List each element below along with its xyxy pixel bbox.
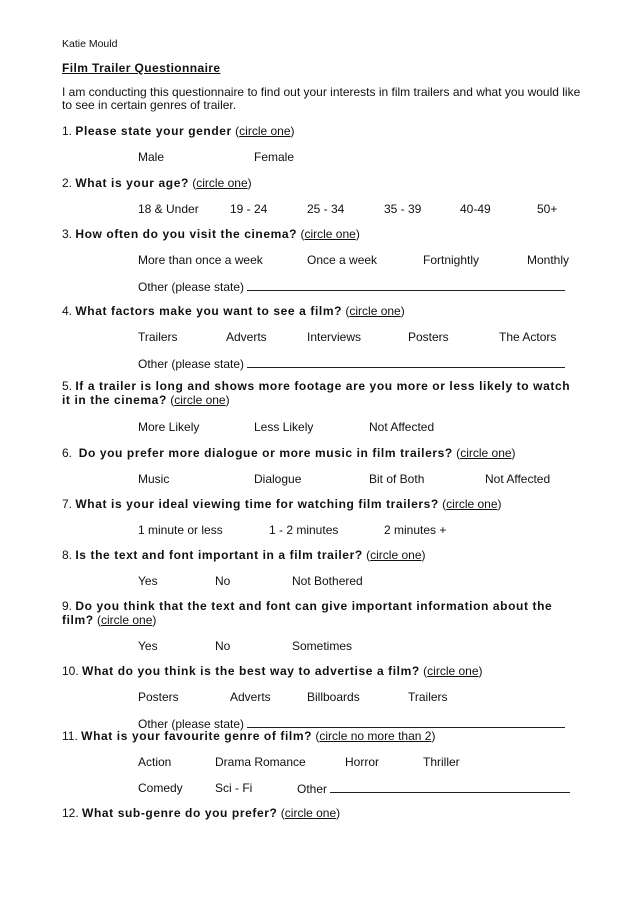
q6-option-2[interactable]: Dialogue: [254, 472, 302, 486]
q10-option-4[interactable]: Trailers: [408, 690, 448, 704]
q5-option-2[interactable]: Less Likely: [254, 420, 314, 434]
question-12: 12. What sub-genre do you prefer? (circle one): [62, 806, 341, 820]
q10-option-3[interactable]: Billboards: [307, 690, 360, 704]
q7-option-3[interactable]: 2 minutes +: [384, 523, 447, 537]
q2-option-4[interactable]: 35 - 39: [384, 202, 422, 216]
q4-option-5[interactable]: The Actors: [499, 330, 557, 344]
q11-option-5[interactable]: Comedy: [138, 781, 183, 795]
q11-option-2[interactable]: Drama Romance: [215, 755, 306, 769]
q11-option-4[interactable]: Thriller: [423, 755, 460, 769]
q4-other-field[interactable]: Other (please state): [138, 356, 565, 371]
q10-option-1[interactable]: Posters: [138, 690, 179, 704]
document-title: Film Trailer Questionnaire: [62, 61, 221, 75]
question-5: 5. If a trailer is long and shows more footage are you more or less likely to watch it in the cinema? (circle one): [62, 379, 571, 407]
q10-option-2[interactable]: Adverts: [230, 690, 271, 704]
question-11: 11. What is your favourite genre of film? (circle no more than 2): [62, 729, 436, 743]
q11-option-1[interactable]: Action: [138, 755, 172, 769]
q2-option-3[interactable]: 25 - 34: [307, 202, 345, 216]
question-3: 3. How often do you visit the cinema? (circle one): [62, 227, 360, 241]
question-4: 4. What factors make you want to see a film? (circle one): [62, 304, 405, 318]
q2-option-2[interactable]: 19 - 24: [230, 202, 268, 216]
q2-option-6[interactable]: 50+: [537, 202, 558, 216]
q11-other-field[interactable]: Other: [297, 781, 570, 796]
q4-option-2[interactable]: Adverts: [226, 330, 267, 344]
q3-other-field[interactable]: Other (please state): [138, 279, 565, 294]
q9-option-1[interactable]: Yes: [138, 639, 158, 653]
q9-option-3[interactable]: Sometimes: [292, 639, 353, 653]
q4-option-1[interactable]: Trailers: [138, 330, 178, 344]
q5-option-1[interactable]: More Likely: [138, 420, 200, 434]
q3-option-1[interactable]: More than once a week: [138, 253, 263, 267]
author-name: Katie Mould: [62, 38, 118, 50]
q3-option-3[interactable]: Fortnightly: [423, 253, 480, 267]
q8-option-3[interactable]: Not Bothered: [292, 574, 363, 588]
q5-option-3[interactable]: Not Affected: [369, 420, 435, 434]
q9-option-2[interactable]: No: [215, 639, 231, 653]
intro-paragraph: I am conducting this questionnaire to find out your interests in film trailers and what you would like to see in certain genres of trailer.: [62, 85, 581, 112]
q1-option-female[interactable]: Female: [254, 150, 295, 164]
q11-option-3[interactable]: Horror: [345, 755, 380, 769]
q1-option-male[interactable]: Male: [138, 150, 165, 164]
question-8: 8. Is the text and font important in a film trailer? (circle one): [62, 548, 426, 562]
question-1: 1. Please state your gender (circle one): [62, 124, 295, 138]
q2-option-1[interactable]: 18 & Under: [138, 202, 199, 216]
q4-option-3[interactable]: Interviews: [307, 330, 362, 344]
q7-option-2[interactable]: 1 - 2 minutes: [269, 523, 339, 537]
q11-option-6[interactable]: Sci - Fi: [215, 781, 253, 795]
question-10: 10. What do you think is the best way to advertise a film? (circle one): [62, 664, 483, 678]
q6-option-1[interactable]: Music: [138, 472, 170, 486]
q8-option-1[interactable]: Yes: [138, 574, 158, 588]
question-7: 7. What is your ideal viewing time for watching film trailers? (circle one): [62, 497, 502, 511]
question-2: 2. What is your age? (circle one): [62, 176, 252, 190]
q3-option-2[interactable]: Once a week: [307, 253, 378, 267]
q3-option-4[interactable]: Monthly: [527, 253, 570, 267]
q4-option-4[interactable]: Posters: [408, 330, 449, 344]
q6-option-3[interactable]: Bit of Both: [369, 472, 425, 486]
question-6: 6. Do you prefer more dialogue or more music in film trailers? (circle one): [62, 446, 516, 460]
q2-option-5[interactable]: 40-49: [460, 202, 491, 216]
question-9: 9. Do you think that the text and font can give important information about the film? (circle one): [62, 599, 553, 627]
q7-option-1[interactable]: 1 minute or less: [138, 523, 223, 537]
q10-other-field[interactable]: Other (please state): [138, 716, 565, 731]
q8-option-2[interactable]: No: [215, 574, 231, 588]
q6-option-4[interactable]: Not Affected: [485, 472, 551, 486]
